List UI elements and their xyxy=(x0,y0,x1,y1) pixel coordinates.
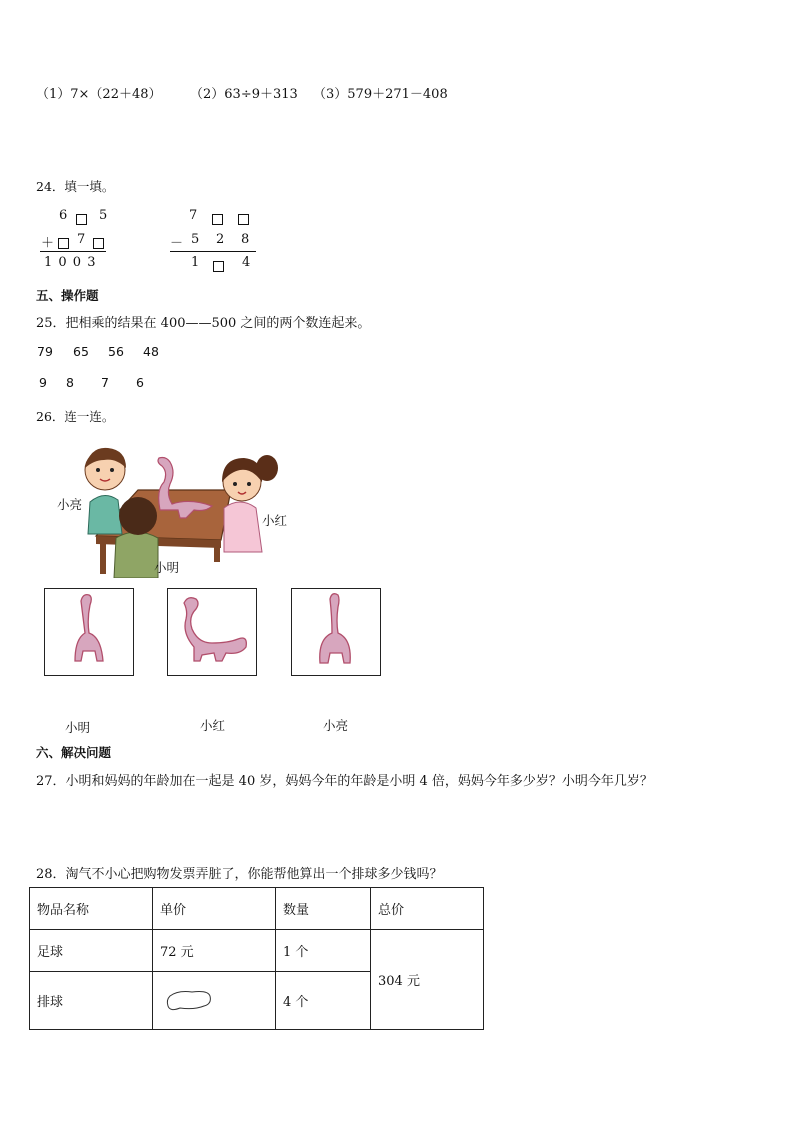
view-frame-back[interactable] xyxy=(291,588,381,676)
scene-label-right: 小红 xyxy=(262,513,288,528)
quantity-cell: 1 个 xyxy=(276,930,371,972)
blank-box[interactable] xyxy=(76,209,87,228)
number-item[interactable]: 65 xyxy=(73,344,89,359)
number-item[interactable]: 56 xyxy=(108,344,124,359)
dinosaur-toy-shape xyxy=(158,458,212,519)
expression-2: （2）63÷9＋313 xyxy=(190,87,298,102)
digit: 6 xyxy=(59,208,68,223)
front-boy-shirt-shape xyxy=(114,532,158,578)
view-frame-front[interactable] xyxy=(44,588,134,676)
digit: 7 xyxy=(77,232,86,247)
digit: 2 xyxy=(216,232,225,247)
scene-label-left: 小亮 xyxy=(57,497,83,512)
digit: 5 xyxy=(191,232,200,247)
digit: 7 xyxy=(189,208,198,223)
plus-sign: ＋ xyxy=(41,236,55,251)
section-6-title: 六、解决问题 xyxy=(36,745,112,760)
question-26-title: 26．连一连。 xyxy=(36,409,115,424)
unit-price-cell: 72 元 xyxy=(153,930,276,972)
bottom-label-3[interactable]: 小亮 xyxy=(323,718,349,733)
blank-box[interactable] xyxy=(58,233,69,252)
expression-3: （3）579＋271－408 xyxy=(313,87,448,102)
blank-box[interactable] xyxy=(238,209,249,228)
front-boy-head-shape xyxy=(119,497,157,535)
total-cell: 304 元 xyxy=(371,930,484,1030)
digit: 4 xyxy=(242,255,251,270)
number-item[interactable]: 9 xyxy=(39,375,47,390)
blank-box[interactable] xyxy=(213,256,224,275)
boy-shirt-shape xyxy=(88,495,122,534)
sum-line xyxy=(40,251,106,252)
sum-result: 1 0 0 3 xyxy=(44,255,97,270)
header-total: 总价 xyxy=(371,888,484,930)
minus-sign: － xyxy=(170,236,184,251)
dinosaur-body-shape xyxy=(184,598,246,661)
dinosaur-body-shape xyxy=(320,594,351,663)
digit: 1 xyxy=(191,255,200,270)
dinosaur-body-shape xyxy=(75,595,103,661)
smudged-price-cell[interactable] xyxy=(153,972,276,1030)
section-5-title: 五、操作题 xyxy=(36,288,99,303)
smudge-outline-shape xyxy=(167,991,210,1009)
eye-shape xyxy=(96,468,100,472)
dinosaur-front-view-icon xyxy=(45,589,133,675)
dinosaur-side-view-icon xyxy=(168,589,256,675)
number-item[interactable]: 8 xyxy=(66,375,74,390)
item-name-cell: 排球 xyxy=(30,972,153,1030)
invoice-table xyxy=(29,887,484,1030)
table-leg-shape xyxy=(214,546,220,562)
scene-label-front: 小明 xyxy=(154,560,180,575)
number-item[interactable]: 79 xyxy=(37,344,53,359)
eye-shape xyxy=(233,482,237,486)
question-27-title: 27．小明和妈妈的年龄加在一起是 40 岁，妈妈今年的年龄是小明 4 倍，妈妈今年多少岁？小明今年几岁？ xyxy=(36,774,653,789)
girl-ponytail-shape xyxy=(256,455,278,481)
scene-illustration xyxy=(56,438,286,578)
eye-shape xyxy=(110,468,114,472)
number-item[interactable]: 48 xyxy=(143,344,159,359)
blank-box[interactable] xyxy=(93,233,104,252)
table-header-row xyxy=(30,888,484,930)
item-name-cell: 足球 xyxy=(30,930,153,972)
blank-box[interactable] xyxy=(212,209,223,228)
digit: 8 xyxy=(241,232,250,247)
header-quantity: 数量 xyxy=(276,888,371,930)
difference-line xyxy=(170,251,256,252)
digit: 5 xyxy=(99,208,108,223)
header-unit-price: 单价 xyxy=(153,888,276,930)
question-25-title: 25．把相乘的结果在 400——500 之间的两个数连起来。 xyxy=(36,316,371,331)
question-28-title: 28．淘气不小心把购物发票弄脏了，你能帮他算出一个排球多少钱吗？ xyxy=(36,867,443,882)
dinosaur-back-view-icon xyxy=(292,589,380,675)
expression-1: （1）7×（22＋48） xyxy=(36,87,162,102)
smudge-icon xyxy=(164,988,216,1014)
table-leg-shape xyxy=(100,544,106,574)
quantity-cell: 4 个 xyxy=(276,972,371,1030)
header-item-name: 物品名称 xyxy=(30,888,153,930)
table-row xyxy=(30,930,484,972)
bottom-label-1[interactable]: 小明 xyxy=(65,720,91,735)
number-item[interactable]: 6 xyxy=(136,375,144,390)
number-item[interactable]: 7 xyxy=(101,375,109,390)
question-24-title: 24．填一填。 xyxy=(36,179,115,194)
bottom-label-2[interactable]: 小红 xyxy=(200,718,226,733)
girl-dress-shape xyxy=(224,502,262,552)
view-frame-side[interactable] xyxy=(167,588,257,676)
eye-shape xyxy=(247,482,251,486)
